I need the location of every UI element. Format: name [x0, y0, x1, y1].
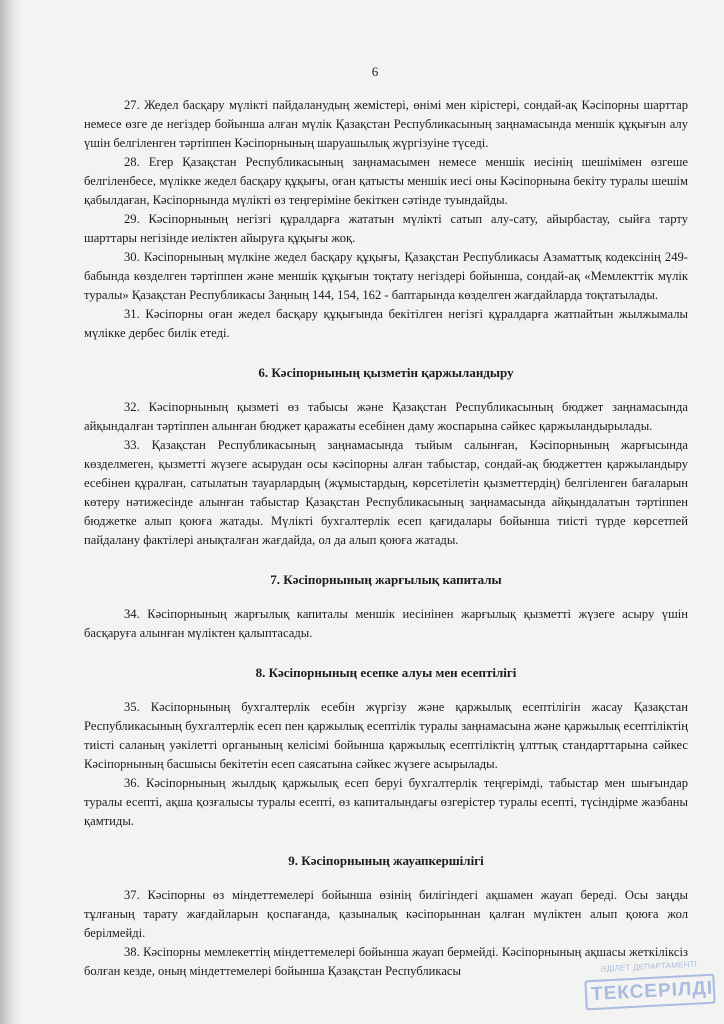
paragraph: 35. Кәсіпорнының бухгалтерлік есебін жүргізу және қаржылық есептілігін жасау Қазақстан Республикасының бухгалтерлік есеп пен қаржылық есептілік туралы заңнамасына және қаржылық есептіліктің тиісті саланың уәкілетті органының келісімі бойынша қаржылық есептіліктің ұлттық стандарттарына сәйкес Кәсіпорнының басшысы бекітетін есеп саясатына сәйкес жүзеге асырылады.	[84, 700, 688, 771]
paragraph: 31. Кәсіпорны оған жедел басқару құқығында бекітілген негізгі құралдарға жатпайтын жылжымалы мүлікке дербес билік етеді.	[84, 307, 688, 340]
document-body	[84, 96, 688, 981]
paragraph: 38. Кәсіпорны мемлекеттің міндеттемелері бойынша жауап бермейді. Кәсіпорнының ақшасы жеткіліксіз болған кезде, оның міндеттемелері бойынша Қазақстан Республикасы	[84, 945, 688, 978]
section-heading: 7. Кәсіпорнының жарғылық капиталы	[270, 572, 502, 587]
paragraph: 27. Жедел басқару мүлікті пайдаланудың жемістері, өнімі мен кірістері, сондай-ақ Кәсіпорны шарттар немесе өзге де негіздер бойынша алған мүлік Қазақстан Республикасының заңнамасында меншік құқығын алу үшін белгіленген тәртіппен Кәсіпорнының шаруашылық жүргізуіне түседі.	[84, 98, 688, 150]
paragraph: 36. Кәсіпорнының жылдық қаржылық есеп беруі бухгалтерлік теңгерімді, табыстар мен шығындар туралы есепті, ақша қозғалысы туралы есепті, өз капиталындағы өзгерістер туралы есепті, түсіндірме жазбаны қамтиды.	[84, 776, 688, 828]
paragraph: 33. Қазақстан Республикасының заңнамасында тыйым салынған, Кәсіпорнының жарғысында көзделмеген, қызметті жүзеге асырудан осы кәсіпорны алған табыстар, сондай-ақ бюджеттен қаржыландыру есебінен құралған, сатылатын тауарлардың (жұмыстардың, көрсетілетін қызметтердің) белгіленген бағаларын көтеру нәтижесінде алынған табыстар Қазақстан Республикасының заңнамасында айқындалатын тәртіппен бюджетке алып қоюға жатады. Мүлікті бухгалтерлік есеп қағидалары бойынша тиісті түрде көрсетпей пайдалану фактілері анықталған жағдайда, ол да алып қоюға жатады.	[84, 438, 688, 547]
paragraph: 34. Кәсіпорнының жарғылық капиталы меншік иесінінен жарғылық қызметті жүзеге асыру үшін басқаруға алынған мүліктен қалыптасады.	[84, 607, 688, 640]
paragraph: 32. Кәсіпорнының қызметі өз табысы және Қазақстан Республикасының бюджет заңнамасында айқындалған тәртіппен алынған бюджет қаражаты есебінен даму жоспарына сәйкес қаржыландырылады.	[84, 400, 688, 433]
paragraph: 29. Кәсіпорнының негізгі құралдарға жататын мүлікті сатып алу-сату, айырбастау, сыйға тарту шарттары негізінде иеліктен айыруға құқығы жоқ.	[84, 212, 688, 245]
stamp-main-text: ТЕКСЕРІЛДІ	[584, 974, 715, 1011]
stamp-top-text: ӘДІЛЕТ ДЕПАРТАМЕНТІ	[600, 959, 698, 974]
page-number: 6	[371, 64, 379, 79]
paragraph: 37. Кәсіпорны өз міндеттемелері бойынша өзінің билігіндегі ақшамен жауап береді. Осы заңды тұлғаның тарату жағдайларын қоспағанда, қазыналық кәсіпорыннан қалған мүліктен алып қоюға жол берілмейді.	[84, 888, 688, 940]
paragraph: 28. Егер Қазақстан Республикасының заңнамасымен немесе меншік иесінің шешімімен өзгеше белгіленбесе, мүлікке жедел басқару құқығы, оған қатысты меншік иесі оны Кәсіпорнына бекіту туралы шешім қабылдаған, Кәсіпорнында мүлікті өз теңгеріміне бекіткен сәтінде туындайды.	[84, 155, 688, 207]
section-heading: 9. Кәсіпорнының жауапкершілігі	[288, 853, 484, 868]
verification-stamp	[584, 959, 717, 1024]
section-heading: 6. Кәсіпорнының қызметін қаржыландыру	[258, 365, 514, 380]
section-heading: 8. Кәсіпорнының есепке алуы мен есептілігі	[255, 665, 517, 680]
paragraph: 30. Кәсіпорнының мүлкіне жедел басқару құқығы, Қазақстан Республикасы Азаматтық кодексінің 249-бабында көзделген тәртіппен және меншік құқығын тоқтату негіздері бойынша, сондай-ақ «Мемлекттік мүлік туралы» Қазақстан Республикасы Заңның 144, 154, 162 - баптарында көзделген жағдайларда тоқтатылады.	[84, 250, 688, 302]
binding-shadow	[0, 0, 22, 1024]
